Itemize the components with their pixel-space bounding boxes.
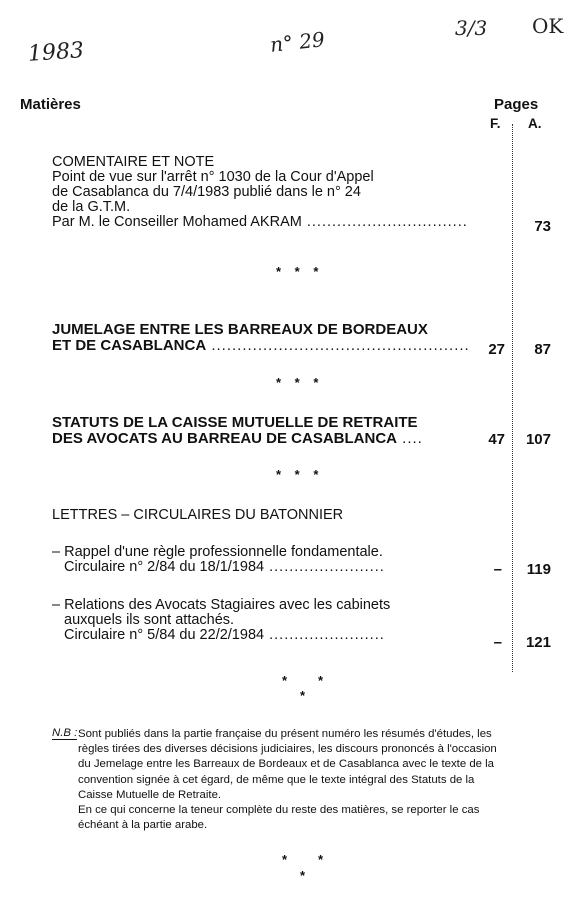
entry-line: de la G.T.M. [52,199,131,215]
entry-line: LETTRES – CIRCULAIRES DU BATONNIER [52,507,344,523]
note-line: règles tirées des diverses décisions judiciaires, les discours prononcés à l'occasion [78,743,497,756]
entry-line [52,215,468,230]
entry-line: STATUTS DE LA CAISSE MUTUELLE DE RETRAITE [52,414,418,431]
entry-line [52,338,470,354]
separator-stars: * * * [276,264,319,279]
toc-entry-commentaire [52,155,468,230]
toc-section-lettres [52,508,343,523]
leader-dots: ................................ [301,214,468,230]
page-number-a: 73 [534,218,551,235]
entry-line-text: DES AVOCATS AU BARREAU DE CASABLANCA [52,430,398,447]
entry-line: Point de vue sur l'arrêt n° 1030 de la Cour d'Appel [52,169,374,185]
star-ornament: * [282,852,288,867]
note-line: En ce qui concerne la teneur complète du reste des matières, se reporter le cas [78,804,480,817]
star-ornament: * [300,868,306,883]
entry-line: JUMELAGE ENTRE LES BARREAUX DE BORDEAUX [52,321,428,338]
page-number-a: 121 [525,634,551,651]
star-ornament: * [300,688,306,703]
entry-line: – Relations des Avocats Stagiaires avec les cabinets [52,597,391,613]
leader-dots: .... [397,430,423,447]
handwritten-year: 1983 [27,38,85,67]
star-ornament: * [318,852,324,867]
handwritten-ok: OK [532,14,564,38]
entry-line: COMENTAIRE ET NOTE [52,154,215,170]
entry-line [52,628,390,643]
column-divider [512,124,513,672]
note-label-text: N.B : [52,727,78,739]
toc-entry-statuts [52,415,423,447]
star-ornament: * [282,673,288,688]
note-line: Caisse Mutuelle de Retraite. [78,788,222,801]
page-number-f: – [493,634,502,651]
page-number-a: 119 [526,561,551,578]
entry-line [52,560,385,575]
column-f-label: F. [490,116,501,131]
entry-line: de Casablanca du 7/4/1983 publié dans le n° 24 [52,184,361,200]
pages-header: Pages [494,96,539,113]
entry-line-text: ET DE CASABLANCA [52,337,207,354]
matieres-header: Matières [20,96,81,113]
leader-dots: ....................... [264,559,385,575]
page-number-f: 27 [488,341,505,358]
entry-line: auxquels ils sont attachés. [64,612,235,628]
entry-line: – Rappel d'une règle professionnelle fondamentale. [52,544,383,560]
note-label [52,727,77,739]
page-number-a: 107 [525,431,551,448]
note-line: échéant à la partie arabe. [78,819,208,832]
separator-stars: * * * [276,375,319,390]
leader-dots: ....................... [264,627,385,643]
toc-entry-rappel [52,545,385,575]
entry-line [52,431,423,447]
handwritten-issue-number: n° 29 [268,27,326,57]
toc-entry-jumelage [52,322,470,354]
page-number-f: 47 [488,431,505,448]
note-line: convention signée à cet égard, de même que le texte intégral des Statuts de la [78,773,475,786]
column-a-label: A. [528,116,542,131]
page-number-a: 87 [534,341,551,358]
page-number-f: – [493,561,502,578]
star-ornament: * [318,673,324,688]
note-line: du Jemelage entre les Barreaux de Bordeaux et de Casablanca avec le texte de la [78,758,495,771]
note-line: Sont publiés dans la partie française du présent numéro les résumés d'études, les [78,728,492,740]
entry-line-text: Par M. le Conseiller Mohamed AKRAM [52,214,302,230]
note-body [78,727,560,833]
separator-stars: * * * [276,467,319,482]
handwritten-fraction: 3/3 [455,16,488,40]
entry-line-text: Circulaire n° 2/84 du 18/1/1984 [64,559,265,575]
toc-entry-relations [52,598,390,643]
leader-dots: .................................................. [206,337,470,354]
entry-line-text: Circulaire n° 5/84 du 22/2/1984 [64,627,265,643]
